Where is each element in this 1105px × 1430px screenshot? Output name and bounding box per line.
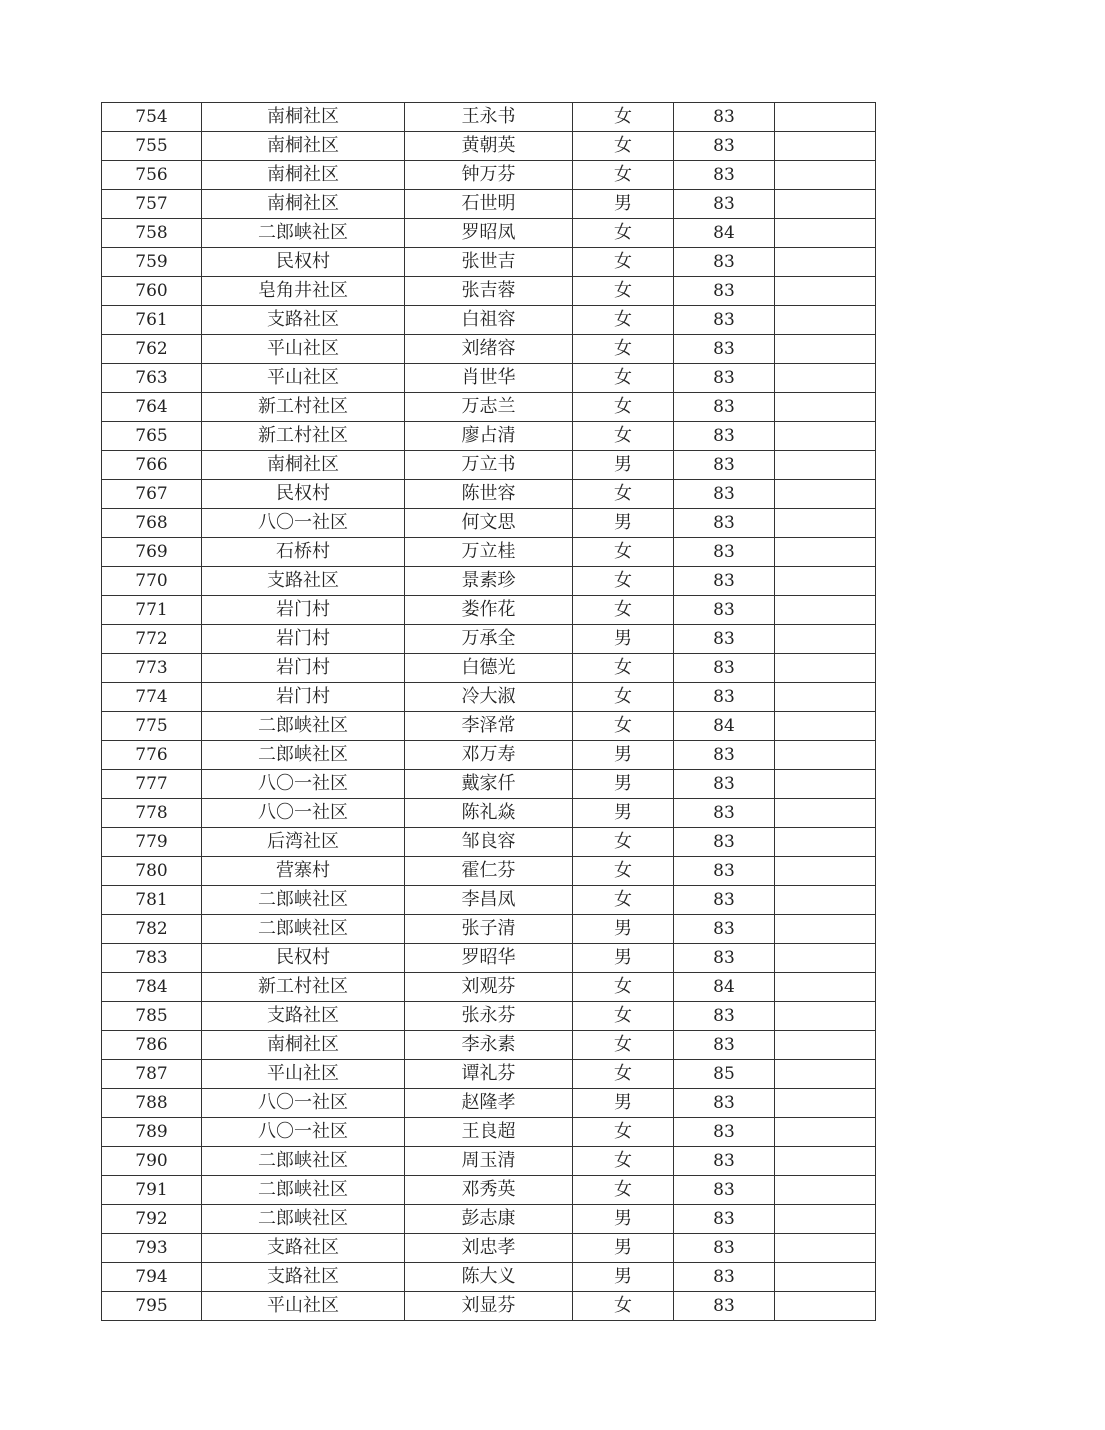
table-row [102,335,876,364]
table-row [102,683,876,712]
gender-cell: 女 [573,886,674,915]
gender-cell: 女 [573,393,674,422]
table-row [102,886,876,915]
name-cell: 刘显芬 [405,1292,573,1321]
row-number-cell: 788 [102,1089,202,1118]
community-cell: 平山社区 [202,335,405,364]
community-cell: 南桐社区 [202,190,405,219]
gender-cell: 男 [573,1234,674,1263]
table-row [102,1292,876,1321]
row-number-cell: 794 [102,1263,202,1292]
row-number-cell: 792 [102,1205,202,1234]
age-cell: 83 [674,567,775,596]
row-number-cell: 782 [102,915,202,944]
age-cell: 83 [674,393,775,422]
gender-cell: 男 [573,190,674,219]
name-cell: 冷大淑 [405,683,573,712]
name-cell: 张子清 [405,915,573,944]
community-cell: 支路社区 [202,1234,405,1263]
gender-cell: 男 [573,770,674,799]
name-cell: 谭礼芬 [405,1060,573,1089]
gender-cell: 女 [573,857,674,886]
remarks-cell [775,1089,876,1118]
name-cell: 王永书 [405,103,573,132]
name-cell: 张吉蓉 [405,277,573,306]
name-cell: 彭志康 [405,1205,573,1234]
remarks-cell [775,973,876,1002]
gender-cell: 女 [573,1118,674,1147]
gender-cell: 女 [573,973,674,1002]
remarks-cell [775,161,876,190]
table-row [102,1263,876,1292]
remarks-cell [775,625,876,654]
name-cell: 肖世华 [405,364,573,393]
name-cell: 罗昭凤 [405,219,573,248]
gender-cell: 女 [573,1031,674,1060]
remarks-cell [775,1002,876,1031]
remarks-cell [775,364,876,393]
table-row [102,1147,876,1176]
table-row [102,103,876,132]
community-cell: 南桐社区 [202,161,405,190]
remarks-cell [775,1118,876,1147]
remarks-cell [775,219,876,248]
gender-cell: 男 [573,509,674,538]
age-cell: 83 [674,306,775,335]
community-cell: 民权村 [202,944,405,973]
remarks-cell [775,567,876,596]
remarks-cell [775,277,876,306]
gender-cell: 女 [573,1292,674,1321]
age-cell: 84 [674,219,775,248]
remarks-cell [775,393,876,422]
table-row [102,393,876,422]
age-cell: 83 [674,509,775,538]
row-number-cell: 774 [102,683,202,712]
age-cell: 83 [674,1031,775,1060]
community-cell: 二郎峡社区 [202,741,405,770]
gender-cell: 女 [573,219,674,248]
remarks-cell [775,451,876,480]
remarks-cell [775,683,876,712]
table-body [102,103,876,1321]
table-row [102,596,876,625]
age-cell: 85 [674,1060,775,1089]
row-number-cell: 754 [102,103,202,132]
remarks-cell [775,741,876,770]
name-cell: 邓万寿 [405,741,573,770]
gender-cell: 男 [573,799,674,828]
remarks-cell [775,712,876,741]
table-row [102,538,876,567]
age-cell: 83 [674,770,775,799]
remarks-cell [775,857,876,886]
community-cell: 二郎峡社区 [202,1147,405,1176]
table-row [102,1118,876,1147]
row-number-cell: 779 [102,828,202,857]
age-cell: 83 [674,364,775,393]
row-number-cell: 787 [102,1060,202,1089]
table-row [102,219,876,248]
community-cell: 岩门村 [202,683,405,712]
gender-cell: 女 [573,1147,674,1176]
remarks-cell [775,1060,876,1089]
age-cell: 83 [674,1292,775,1321]
name-cell: 黄朝英 [405,132,573,161]
table-row [102,161,876,190]
table-row [102,1031,876,1060]
gender-cell: 女 [573,277,674,306]
remarks-cell [775,422,876,451]
row-number-cell: 759 [102,248,202,277]
remarks-cell [775,306,876,335]
age-cell: 83 [674,190,775,219]
age-cell: 83 [674,654,775,683]
name-cell: 罗昭华 [405,944,573,973]
row-number-cell: 772 [102,625,202,654]
gender-cell: 女 [573,1002,674,1031]
name-cell: 戴家仟 [405,770,573,799]
remarks-cell [775,1176,876,1205]
remarks-cell [775,103,876,132]
row-number-cell: 784 [102,973,202,1002]
community-cell: 支路社区 [202,306,405,335]
gender-cell: 女 [573,567,674,596]
row-number-cell: 777 [102,770,202,799]
age-cell: 83 [674,1176,775,1205]
community-cell: 八〇一社区 [202,509,405,538]
table-row [102,451,876,480]
community-cell: 支路社区 [202,1263,405,1292]
remarks-cell [775,1205,876,1234]
remarks-cell [775,886,876,915]
row-number-cell: 763 [102,364,202,393]
name-cell: 陈礼焱 [405,799,573,828]
name-cell: 赵隆孝 [405,1089,573,1118]
community-cell: 八〇一社区 [202,799,405,828]
age-cell: 83 [674,1234,775,1263]
row-number-cell: 778 [102,799,202,828]
name-cell: 娄作花 [405,596,573,625]
age-cell: 83 [674,1205,775,1234]
name-cell: 张世吉 [405,248,573,277]
row-number-cell: 761 [102,306,202,335]
gender-cell: 女 [573,1176,674,1205]
row-number-cell: 776 [102,741,202,770]
row-number-cell: 786 [102,1031,202,1060]
remarks-cell [775,654,876,683]
name-cell: 万立桂 [405,538,573,567]
community-cell: 八〇一社区 [202,770,405,799]
row-number-cell: 756 [102,161,202,190]
table-row [102,277,876,306]
age-cell: 83 [674,596,775,625]
table-row [102,915,876,944]
remarks-cell [775,335,876,364]
community-cell: 新工村社区 [202,422,405,451]
remarks-cell [775,1147,876,1176]
gender-cell: 女 [573,335,674,364]
table-row [102,132,876,161]
name-cell: 石世明 [405,190,573,219]
remarks-cell [775,1234,876,1263]
remarks-cell [775,248,876,277]
row-number-cell: 773 [102,654,202,683]
community-cell: 南桐社区 [202,1031,405,1060]
age-cell: 83 [674,103,775,132]
name-cell: 万志兰 [405,393,573,422]
table-row [102,306,876,335]
community-cell: 民权村 [202,248,405,277]
table-row [102,857,876,886]
age-cell: 83 [674,683,775,712]
age-cell: 83 [674,741,775,770]
community-cell: 岩门村 [202,596,405,625]
age-cell: 83 [674,248,775,277]
age-cell: 83 [674,161,775,190]
community-cell: 支路社区 [202,1002,405,1031]
age-cell: 83 [674,1089,775,1118]
name-cell: 白祖容 [405,306,573,335]
name-cell: 白德光 [405,654,573,683]
row-number-cell: 765 [102,422,202,451]
row-number-cell: 757 [102,190,202,219]
age-cell: 83 [674,857,775,886]
table-row [102,1176,876,1205]
remarks-cell [775,1292,876,1321]
name-cell: 刘忠孝 [405,1234,573,1263]
name-cell: 李泽常 [405,712,573,741]
community-cell: 平山社区 [202,364,405,393]
gender-cell: 女 [573,538,674,567]
community-cell: 二郎峡社区 [202,219,405,248]
gender-cell: 女 [573,132,674,161]
row-number-cell: 795 [102,1292,202,1321]
age-cell: 83 [674,538,775,567]
gender-cell: 女 [573,683,674,712]
table-row [102,828,876,857]
row-number-cell: 780 [102,857,202,886]
age-cell: 83 [674,277,775,306]
table-row [102,422,876,451]
name-cell: 钟万芬 [405,161,573,190]
table-row [102,712,876,741]
age-cell: 83 [674,335,775,364]
name-cell: 廖占清 [405,422,573,451]
age-cell: 83 [674,625,775,654]
community-cell: 支路社区 [202,567,405,596]
row-number-cell: 783 [102,944,202,973]
gender-cell: 男 [573,625,674,654]
gender-cell: 女 [573,422,674,451]
age-cell: 83 [674,1263,775,1292]
row-number-cell: 768 [102,509,202,538]
remarks-cell [775,799,876,828]
age-cell: 84 [674,712,775,741]
name-cell: 王良超 [405,1118,573,1147]
age-cell: 83 [674,886,775,915]
community-cell: 南桐社区 [202,132,405,161]
community-cell: 南桐社区 [202,451,405,480]
gender-cell: 男 [573,944,674,973]
age-cell: 83 [674,1118,775,1147]
community-cell: 后湾社区 [202,828,405,857]
remarks-cell [775,1263,876,1292]
gender-cell: 女 [573,654,674,683]
community-cell: 营寨村 [202,857,405,886]
table-row [102,741,876,770]
community-cell: 岩门村 [202,625,405,654]
table-row [102,973,876,1002]
data-table [101,102,876,1321]
age-cell: 83 [674,1147,775,1176]
remarks-cell [775,915,876,944]
row-number-cell: 790 [102,1147,202,1176]
community-cell: 皂角井社区 [202,277,405,306]
age-cell: 83 [674,915,775,944]
community-cell: 平山社区 [202,1292,405,1321]
gender-cell: 女 [573,480,674,509]
remarks-cell [775,190,876,219]
name-cell: 万立书 [405,451,573,480]
row-number-cell: 766 [102,451,202,480]
name-cell: 陈大义 [405,1263,573,1292]
row-number-cell: 771 [102,596,202,625]
gender-cell: 男 [573,1089,674,1118]
gender-cell: 男 [573,915,674,944]
remarks-cell [775,770,876,799]
remarks-cell [775,480,876,509]
name-cell: 万承全 [405,625,573,654]
table-row [102,654,876,683]
community-cell: 石桥村 [202,538,405,567]
age-cell: 83 [674,799,775,828]
gender-cell: 女 [573,1060,674,1089]
community-cell: 二郎峡社区 [202,915,405,944]
remarks-cell [775,828,876,857]
table-row [102,248,876,277]
gender-cell: 女 [573,103,674,132]
age-cell: 83 [674,480,775,509]
table-row [102,480,876,509]
community-cell: 二郎峡社区 [202,1176,405,1205]
name-cell: 刘观芬 [405,973,573,1002]
name-cell: 陈世容 [405,480,573,509]
name-cell: 张永芬 [405,1002,573,1031]
table-row [102,770,876,799]
table-row [102,944,876,973]
age-cell: 83 [674,422,775,451]
row-number-cell: 781 [102,886,202,915]
table-row [102,1205,876,1234]
table-row [102,1234,876,1263]
community-cell: 八〇一社区 [202,1118,405,1147]
name-cell: 李永素 [405,1031,573,1060]
community-cell: 岩门村 [202,654,405,683]
gender-cell: 女 [573,248,674,277]
gender-cell: 女 [573,364,674,393]
row-number-cell: 785 [102,1002,202,1031]
community-cell: 二郎峡社区 [202,712,405,741]
name-cell: 霍仁芬 [405,857,573,886]
age-cell: 83 [674,944,775,973]
row-number-cell: 755 [102,132,202,161]
table-row [102,364,876,393]
table-row [102,509,876,538]
gender-cell: 女 [573,712,674,741]
gender-cell: 女 [573,828,674,857]
community-cell: 民权村 [202,480,405,509]
table-row [102,1060,876,1089]
community-cell: 平山社区 [202,1060,405,1089]
gender-cell: 男 [573,1263,674,1292]
table-row [102,1089,876,1118]
row-number-cell: 758 [102,219,202,248]
age-cell: 83 [674,828,775,857]
name-cell: 邹良容 [405,828,573,857]
name-cell: 李昌凤 [405,886,573,915]
table-row [102,567,876,596]
community-cell: 八〇一社区 [202,1089,405,1118]
community-cell: 二郎峡社区 [202,886,405,915]
row-number-cell: 789 [102,1118,202,1147]
remarks-cell [775,538,876,567]
age-cell: 84 [674,973,775,1002]
name-cell: 刘绪容 [405,335,573,364]
gender-cell: 男 [573,1205,674,1234]
age-cell: 83 [674,1002,775,1031]
table-row [102,625,876,654]
row-number-cell: 770 [102,567,202,596]
community-cell: 新工村社区 [202,393,405,422]
gender-cell: 男 [573,741,674,770]
remarks-cell [775,132,876,161]
age-cell: 83 [674,132,775,161]
name-cell: 何文思 [405,509,573,538]
row-number-cell: 760 [102,277,202,306]
row-number-cell: 762 [102,335,202,364]
row-number-cell: 793 [102,1234,202,1263]
remarks-cell [775,944,876,973]
name-cell: 邓秀英 [405,1176,573,1205]
name-cell: 景素珍 [405,567,573,596]
gender-cell: 女 [573,306,674,335]
remarks-cell [775,596,876,625]
community-cell: 二郎峡社区 [202,1205,405,1234]
table-row [102,190,876,219]
row-number-cell: 767 [102,480,202,509]
row-number-cell: 791 [102,1176,202,1205]
row-number-cell: 769 [102,538,202,567]
name-cell: 周玉清 [405,1147,573,1176]
remarks-cell [775,1031,876,1060]
gender-cell: 男 [573,451,674,480]
table-row [102,1002,876,1031]
community-cell: 新工村社区 [202,973,405,1002]
gender-cell: 女 [573,161,674,190]
age-cell: 83 [674,451,775,480]
row-number-cell: 775 [102,712,202,741]
community-cell: 南桐社区 [202,103,405,132]
row-number-cell: 764 [102,393,202,422]
remarks-cell [775,509,876,538]
gender-cell: 女 [573,596,674,625]
table-row [102,799,876,828]
